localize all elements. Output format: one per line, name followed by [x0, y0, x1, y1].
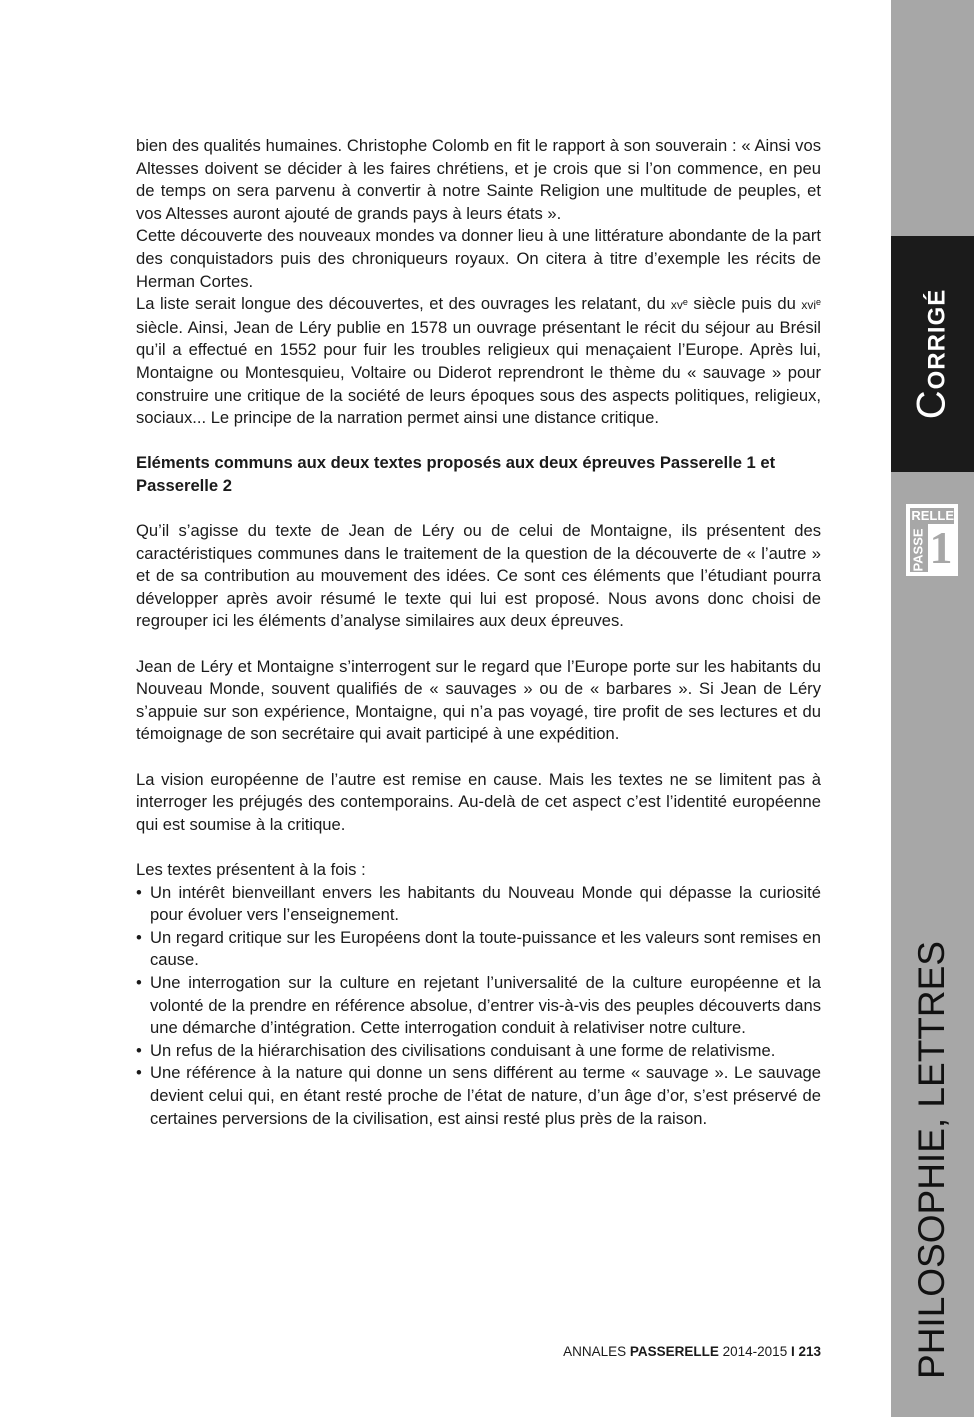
bullet-icon: • — [136, 972, 142, 992]
footer-passerelle: PASSERELLE — [629, 1344, 719, 1359]
list-item-text: Un regard critique sur les Européens dont la toute-puissance et les valeurs sont remises en cause. — [150, 927, 821, 970]
passerelle-1-logo — [906, 504, 958, 576]
page-body — [136, 135, 821, 1130]
list-item — [136, 972, 821, 1040]
subject-label: PHILOSOPHIE, LETTRES — [911, 941, 952, 1379]
corrige-initial: C — [909, 389, 954, 420]
logo-passe: PASSE — [910, 528, 926, 572]
century-xv-suffix: e — [682, 297, 688, 308]
bullet-icon: • — [136, 1063, 142, 1083]
list-item-text: Une interrogation sur la culture en rejetant l’universalité de la culture européenne et la volonté de la prendre en référence absolue, d’entrer vis-à-vis des peuples découverts dans une démarche d’intégration. Cette interrogation conduit à relativiser notre culture. — [150, 972, 821, 1038]
page-number: 213 — [794, 1344, 821, 1359]
century-xv: xv — [670, 298, 683, 313]
paragraph-regard: Jean de Léry et Montaigne s’interrogent sur le regard que l’Europe porte sur les habitants du Nouveau Monde, souvent qualifiés de « sauvages » ou de « barbares ». Si Jean de Léry s’appuie sur son expérience, Montaigne, qui n’a pas voyagé, tire profit de ses lectures et du témoignage de son secrétaire qui avait participé à une expédition. — [136, 656, 821, 744]
list-item — [136, 1040, 821, 1063]
logo-background — [910, 508, 954, 572]
section-heading: Eléments communs aux deux textes proposés aux deux épreuves Passerelle 1 et Passerelle 2 — [136, 453, 776, 495]
footer-separator: I — [790, 1344, 795, 1359]
spacer — [136, 430, 821, 453]
paragraph-liste — [136, 293, 821, 430]
century-xvi-suffix: e — [816, 297, 822, 308]
bullet-icon: • — [136, 882, 142, 902]
paragraph-liste-part3: siècle. Ainsi, Jean de Léry publie en 1578 un ouvrage présentant le récit du séjour au Brésil qu’il a effectué en 1552 pour fuir les troubles religieux qui menaçaient l’Europe. Après lui, Montaigne ou Montesquieu, Voltaire ou Diderot reprendront le thème du « sauvage » pour construire une critique de la société de leurs époques sous des aspects politiques, religieux, sociaux... Le principe de la narration permet ainsi une distance critique. — [136, 317, 821, 428]
corrige-label — [910, 289, 955, 420]
list-item-text: Une référence à la nature qui donne un sens différent au terme « sauvage ». Le sauvage devient celui qui, en étant resté proche de l’état de nature, d’un âge d’or, s’est préservé de certaines perversions de la civilisation, est ainsi resté plus près de la raison. — [150, 1063, 821, 1128]
list-item-text: Un refus de la hiérarchisation des civilisations conduisant à une forme de relativisme. — [150, 1040, 776, 1060]
paragraph-liste-part1: La liste serait longue des découvertes, et des ouvrages les relatant, du — [136, 294, 671, 314]
spacer — [136, 746, 821, 769]
logo-relle: RELLE — [911, 508, 954, 523]
century-xvi: xvi — [801, 298, 816, 313]
logo-number: 1 — [929, 522, 953, 573]
paragraph-colomb: bien des qualités humaines. Christophe Colomb en fit le rapport à son souverain : « Ainsi vos Altesses doivent se décider à les faires chrétiens, et je crois que si l’on commence, en peu de temps on sera parvenu à convertir à notre Sainte Religion une multitude de peuples, et vos Altesses auront ajouté de grands pays à leurs états ». — [136, 136, 821, 223]
spacer — [136, 633, 821, 656]
paragraph-decouverte: Cette découverte des nouveaux mondes va donner lieu à une littérature abondante de la part des conquistadors puis des chroniqueurs royaux. On citera à titre d’exemple les récits de Herman Cortes. — [136, 226, 821, 291]
paragraph-caracteristiques: Qu’il s’agisse du texte de Jean de Léry ou de celui de Montaigne, ils présentent des caractéristiques communes dans le traitement de la question de la découverte de « l’autre » et de sa contribution au mouvement des idées. Ce sont ces éléments que l’étudiant pourra développer après avoir résumé le texte qui lui est proposé. Nous avons donc choisi de regrouper ici les éléments d’analyse similaires aux deux épreuves. — [136, 521, 821, 631]
footer-years: 2014-2015 — [718, 1344, 791, 1359]
page-footer — [563, 1344, 821, 1359]
corrige-rest: ORRIGÉ — [923, 288, 951, 390]
paragraph-liste-part2: siècle puis du — [687, 294, 802, 314]
list-intro: Les textes présentent à la fois : — [136, 860, 366, 879]
spacer — [136, 836, 821, 859]
bullet-icon: • — [136, 1040, 142, 1060]
paragraph-vision: La vision européenne de l’autre est remise en cause. Mais les textes ne se limitent pas à interroger les préjugés des contemporains. Au-delà de cet aspect c’est l’identité européenne qui est soumise à la critique. — [136, 769, 821, 834]
footer-annales: ANNALES — [563, 1344, 630, 1359]
bullet-list — [136, 882, 821, 1131]
bullet-icon: • — [136, 927, 142, 947]
corrige-block — [891, 236, 974, 472]
list-item — [136, 882, 821, 927]
list-item-text: Un intérêt bienveillant envers les habitants du Nouveau Monde qui dépasse la curiosité pour évoluer vers l’enseignement. — [150, 882, 821, 925]
list-item — [136, 1062, 821, 1130]
side-tab — [891, 0, 974, 1417]
list-item — [136, 927, 821, 972]
spacer — [136, 498, 821, 521]
